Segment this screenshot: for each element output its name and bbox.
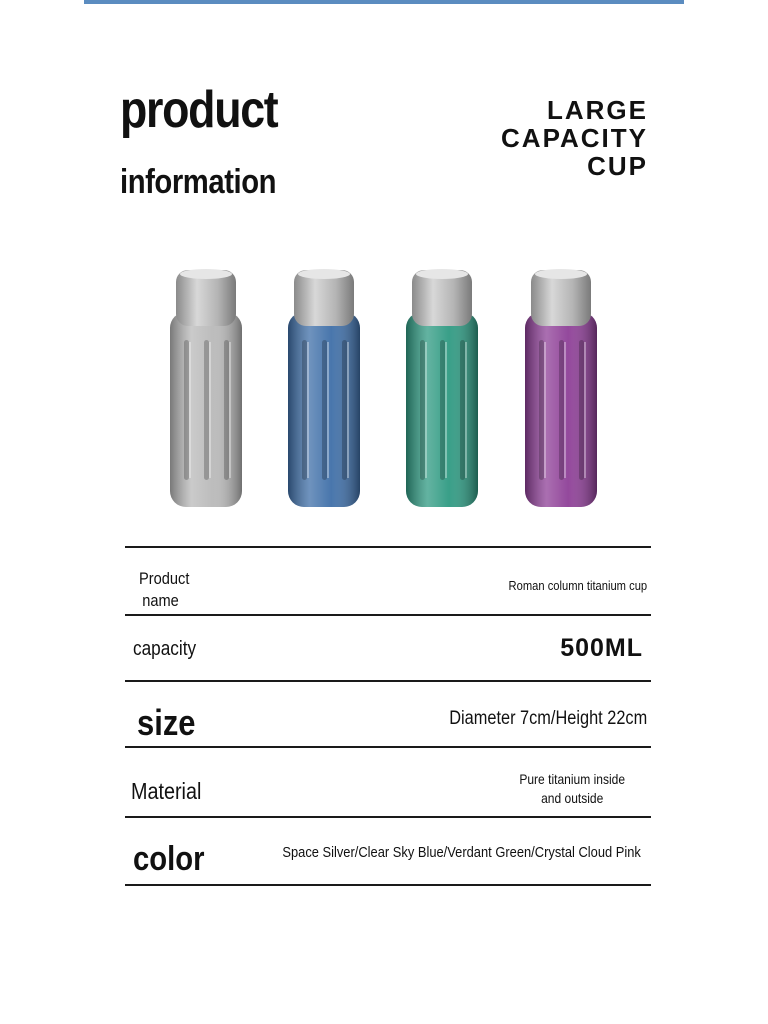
tagline-line: CAPACITY bbox=[501, 123, 648, 153]
spec-label: size bbox=[137, 702, 196, 743]
top-accent-bar bbox=[84, 0, 684, 4]
bottle-space-silver bbox=[170, 269, 242, 507]
spec-row-capacity bbox=[125, 614, 651, 680]
page-subtitle: information bbox=[120, 163, 277, 201]
spec-value: Roman column titanium cup bbox=[508, 578, 647, 593]
capacity-tagline bbox=[348, 96, 648, 180]
spec-label: Material bbox=[131, 778, 202, 804]
spec-label: capacity bbox=[133, 638, 197, 660]
tagline-line: LARGE bbox=[547, 95, 648, 125]
spec-value bbox=[503, 770, 641, 808]
spec-value: 500ML bbox=[560, 634, 643, 662]
spec-label bbox=[139, 568, 190, 612]
spec-label-line: Product bbox=[139, 569, 190, 588]
spec-row-material bbox=[125, 746, 651, 816]
spec-row-color bbox=[125, 816, 651, 886]
spec-label: color bbox=[133, 840, 205, 878]
spec-label-line: name bbox=[142, 591, 179, 610]
spec-value: Space Silver/Clear Sky Blue/Verdant Green/Crystal Cloud Pink bbox=[282, 844, 641, 861]
bottle-clear-sky-blue bbox=[288, 269, 360, 507]
bottle-verdant-green bbox=[406, 269, 478, 507]
spec-table bbox=[125, 546, 651, 886]
page-title: product bbox=[120, 81, 278, 139]
spec-row-size bbox=[125, 680, 651, 746]
spec-value-line: Pure titanium inside bbox=[519, 771, 626, 787]
spec-value-line: and outside bbox=[541, 790, 604, 806]
product-bottles-image bbox=[150, 262, 630, 522]
spec-value: Diameter 7cm/Height 22cm bbox=[449, 708, 647, 729]
spec-row-product-name bbox=[125, 546, 651, 614]
tagline-line: CUP bbox=[587, 151, 648, 181]
bottle-crystal-cloud-pink bbox=[525, 269, 597, 507]
